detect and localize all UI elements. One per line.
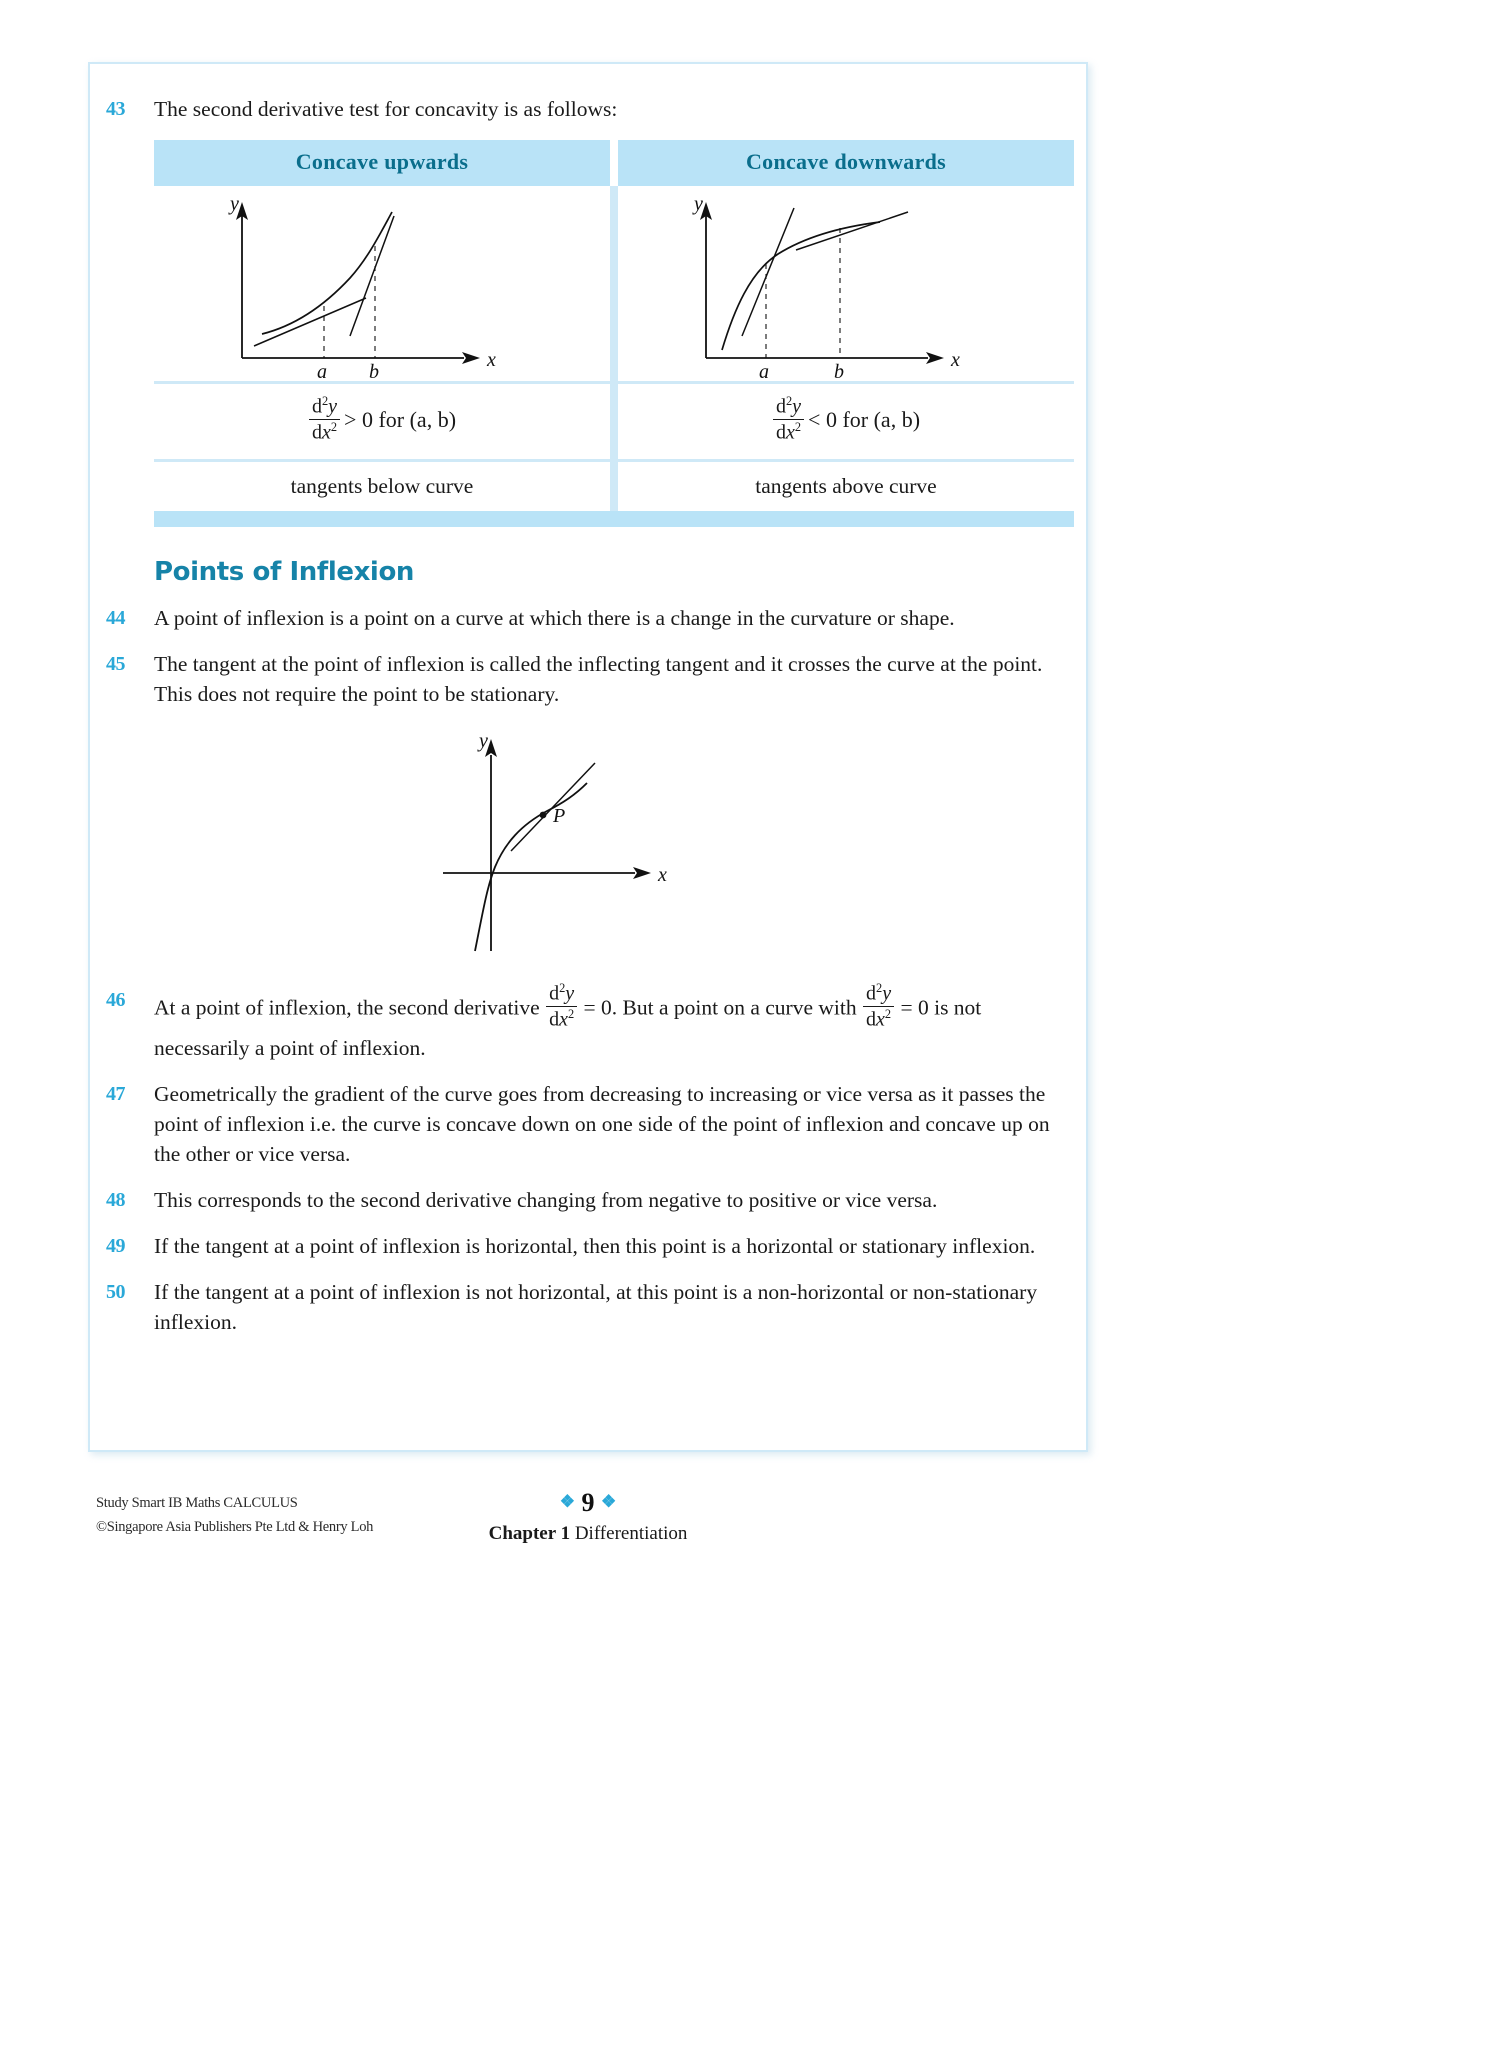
y-axis-label: y [694,193,703,215]
item-text: Geometrically the gradient of the curve goes from decreasing to increasing or vice versa as it passes the point of inflexion i.e. the curve is concave down on one side of the point of inflexion and concave up on the other or vice versa. [154,1082,1050,1167]
second-derivative-fraction: $\frac{d^2y}{dx^2}$ [773,395,804,444]
item-number: 44 [106,606,125,629]
item-number: 43 [106,98,125,120]
concave-upwards-svg [154,186,610,381]
item-number: 50 [106,1281,125,1304]
table-formula-row [154,384,1074,462]
x-axis-label: x [658,863,667,886]
inflexion-svg [429,725,729,957]
note-tangents-below-curve: tangents below curve [154,462,610,511]
second-derivative-fraction: $\frac{d^2y}{dx^2}$ [546,982,577,1031]
footer-copyright: ©Singapore Asia Publishers Pte Ltd & Henry Loh [96,1519,374,1535]
item-number: 48 [106,1189,125,1212]
list-item-50 [100,1277,1058,1337]
tick-label-b: b [834,361,844,381]
second-derivative-fraction: $\frac{d^2y}{dx^2}$ [863,982,894,1031]
tick-label-a: a [317,361,327,381]
ornament-left-icon: ❖ [559,1492,575,1511]
table-note-row [154,462,1074,511]
formula-tail: < 0 for (a, b) [808,407,921,433]
concave-downwards-svg [618,186,1074,381]
table-bottom-bar [154,511,1074,527]
item-number: 46 [106,988,125,1011]
list-item-48 [100,1185,1058,1215]
list-item-46 [100,980,1058,1064]
item-text: This corresponds to the second derivative changing from negative to positive or vice versa. [154,1188,938,1213]
table-column-separator [610,384,618,462]
list-item-44 [100,603,1058,633]
list-item-49 [100,1231,1058,1261]
item-46-mid: = 0. But a point on a curve with [583,994,857,1019]
item-46-lead: At a point of inflexion, the second derivative [154,994,540,1019]
y-axis-label: y [230,193,239,215]
table-column-separator [610,140,618,186]
item-text: If the tangent at a point of inflexion is not horizontal, at this point is a non-horizontal or non-stationary inflexion. [154,1280,1038,1335]
concave-upwards-graph [154,186,610,384]
page-content [90,64,1086,1337]
table-header-concave-upwards: Concave upwards [154,140,610,186]
table-graph-row [154,186,1074,384]
section-heading-points-of-inflexion: Points of Inflexion [154,556,415,587]
point-label-p: P [553,804,566,827]
item-number: 49 [106,1235,125,1258]
page-number: 9 [581,1488,595,1517]
formula-concave-upwards [154,384,610,462]
item-text: The tangent at the point of inflexion is called the inflecting tangent and it crosses the curve at the point. This does not require the point to be stationary. [154,651,1043,706]
item-text: If the tangent at a point of inflexion is horizontal, then this point is a horizontal or stationary inflexion. [154,1234,1036,1259]
page-footer [88,1487,1088,1567]
concave-downwards-graph [618,186,1074,384]
item-text: The second derivative test for concavity is as follows: [154,97,618,121]
footer-center [88,1487,1088,1548]
page-number-block [88,1487,1088,1518]
table-header-concave-downwards: Concave downwards [618,140,1074,186]
tick-label-a: a [759,361,769,381]
item-46-tail: = 0 is not necessarily a point of inflexion. [154,994,982,1061]
tick-label-b: b [369,361,379,381]
item-number: 45 [106,652,125,675]
table-header-row [154,140,1074,186]
item-text [154,980,1058,1064]
formula-tail: > 0 for (a, b) [344,407,457,433]
chapter-label: Chapter 1 [488,1523,571,1544]
x-axis-label: x [951,349,960,371]
note-tangents-above-curve: tangents above curve [618,462,1074,511]
item-text: A point of inflexion is a point on a curve at which there is a change in the curvature or shape. [154,605,955,630]
y-axis-label: y [479,729,488,752]
list-item-45 [100,649,1058,709]
second-derivative-fraction: $\frac{d^2y}{dx^2}$ [309,395,340,444]
inflexion-point-figure [429,725,729,957]
list-item-47 [100,1079,1058,1169]
page-frame [88,62,1088,1452]
table-column-separator [610,186,618,384]
chapter-title: Differentiation [574,1523,688,1544]
list-item-43 [100,94,1058,124]
ornament-right-icon: ❖ [601,1492,617,1511]
inflexion-point-marker [540,811,547,818]
item-number: 47 [106,1083,125,1106]
footer-book-title: Study Smart IB Maths CALCULUS [96,1495,298,1511]
table-column-separator [610,462,618,511]
formula-concave-downwards [618,384,1074,462]
concavity-table [154,140,1074,527]
chapter-line [88,1520,1088,1548]
x-axis-label: x [487,349,496,371]
